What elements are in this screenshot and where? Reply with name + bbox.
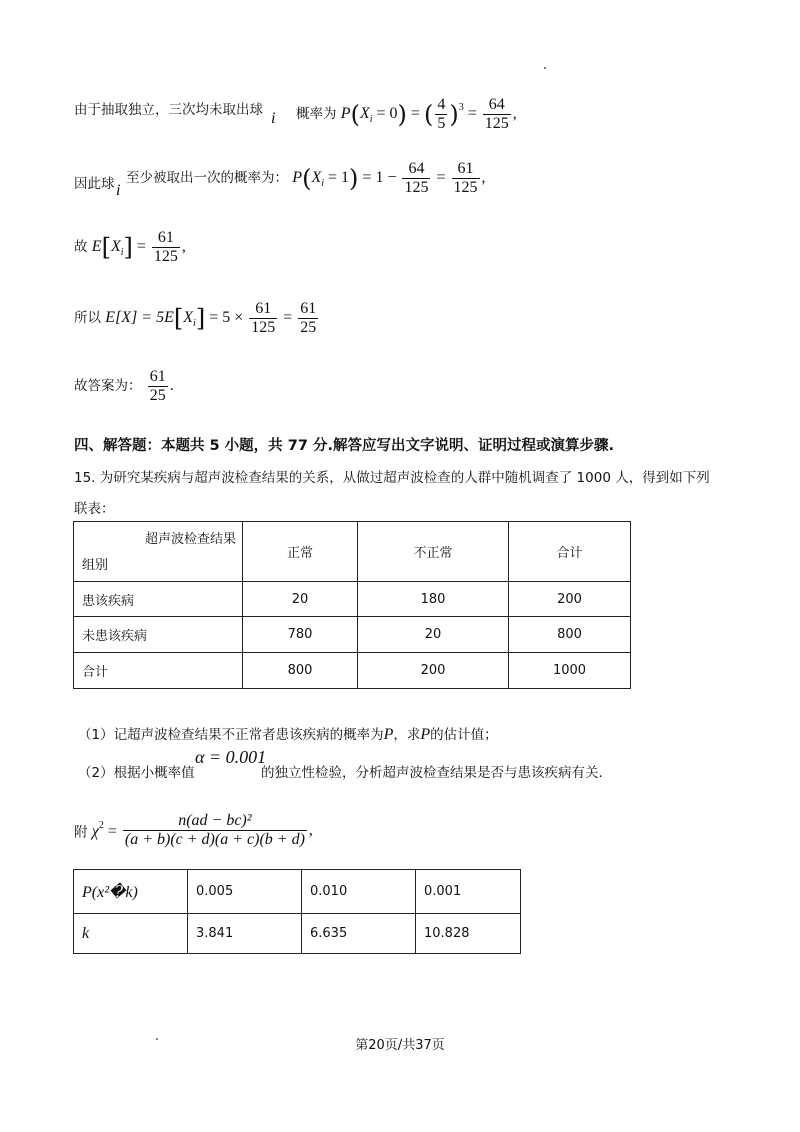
table-cell: 780 xyxy=(243,617,358,653)
table-cell: 0.005 xyxy=(188,870,302,914)
frac-64-125: $\frac{64}{125}$ xyxy=(484,96,509,132)
table-row xyxy=(74,617,631,653)
table-cell: 180 xyxy=(358,582,509,617)
scan-speck xyxy=(544,67,546,69)
line4-formula: $E[X] = 5E[X_i] = 5$ × $\frac{61}{125}$ = $\frac{61}{25}$ xyxy=(105,300,317,336)
section-heading: 四、解答题：本题共 5 小题，共 77 分.解答应写出文字说明、证明过程或演算步骤. xyxy=(74,438,614,454)
table-row xyxy=(74,653,631,689)
line5-formula: $\frac{61}{25}$ . xyxy=(149,368,174,404)
scan-speck xyxy=(156,1038,158,1040)
table-cell: 20 xyxy=(243,582,358,617)
row-label: 患该疾病 xyxy=(74,582,243,617)
header-total: 合计 xyxy=(509,522,631,582)
frac-61-125-d: $\frac{61}{125}$ xyxy=(251,300,276,336)
solution-line-4: 所以 $E[X] = 5E[X_i] = 5$ × $\frac{61}{125}$ = $\frac{61}{25}$ xyxy=(74,300,320,337)
table-cell: 800 xyxy=(243,653,358,689)
table-row xyxy=(74,914,521,954)
question-1: （1）记超声波检查结果不正常者患该疾病的概率为P，求P的估计值； xyxy=(78,726,498,743)
solution-line-1 xyxy=(74,98,263,118)
line1-i: i xyxy=(271,110,276,127)
table-cell: 3.841 xyxy=(188,914,302,954)
table-cell: 0.010 xyxy=(302,870,416,914)
line2-formula-row: 至少被取出一次的概率为： $P(X_i = 1) = 1$ − $\frac{64}{125}$ = $\frac{61}{125}$ , xyxy=(126,160,486,196)
corner-bottom-label: 组别 xyxy=(82,558,109,573)
table-corner-cell xyxy=(74,522,243,582)
question-2-suffix: 的独立性检验，分析超声波检查结果是否与患该疾病有关. xyxy=(261,765,603,781)
line3-formula: $E[X_i]$ = $\frac{61}{125}$ , xyxy=(91,229,186,265)
line1-prob-label: 概率为 xyxy=(296,106,337,123)
ref-row1-label: P(x²�k) xyxy=(74,870,188,914)
chi-square-formula: 附 $\chi^2$ = $\frac{\text{n(ad − bc)²}}{(a + b)(c + d)(a + c)(b + d)}$ , xyxy=(74,812,313,848)
corner-top-label: 超声波检查结果 xyxy=(144,532,236,547)
table-cell: 1000 xyxy=(509,653,631,689)
frac-61-125: $\frac{61}{125}$ xyxy=(453,160,478,196)
solution-line-3: 故 $E[X_i]$ = $\frac{61}{125}$ , xyxy=(74,229,186,265)
table-cell: 10.828 xyxy=(416,914,521,954)
line1-text: 由于抽取独立，三次均未取出球 xyxy=(74,102,263,118)
table-cell: 0.001 xyxy=(416,870,521,914)
table-cell: 6.635 xyxy=(302,914,416,954)
critical-value-table xyxy=(73,869,521,954)
table-cell: 200 xyxy=(509,582,631,617)
problem15-intro-line2: 联表： xyxy=(74,501,115,517)
contingency-table xyxy=(73,521,631,689)
table-header-row xyxy=(74,522,631,582)
question-2-prefix: （2）根据小概率值 xyxy=(78,765,195,781)
row-label: 未患该疾病 xyxy=(74,617,243,653)
line2-formula: $P(X_i = 1) = 1$ − $\frac{64}{125}$ = $\frac{61}{125}$ , xyxy=(292,160,486,196)
header-abnormal: 不正常 xyxy=(358,522,509,582)
frac-61-25: $\frac{61}{25}$ xyxy=(300,300,317,336)
alpha-value: α = 0.001 xyxy=(195,747,267,767)
header-normal: 正常 xyxy=(243,522,358,582)
table-cell: 200 xyxy=(358,653,509,689)
frac-64-125-b: $\frac{64}{125}$ xyxy=(404,160,429,196)
problem15-intro-line1: 15. 为研究某疾病与超声波检查结果的关系，从做过超声波检查的人群中随机调查了 1000 人，得到如下列 xyxy=(74,470,710,486)
line1-formula: $P(X_i = 0)$ = ( $\frac{4}{5}$ )$^3$ = $\frac{64}{125}$ , xyxy=(340,96,517,132)
table-row xyxy=(74,582,631,617)
chi-square-fraction: $\frac{\text{n(ad − bc)²}}{(a + b)(c + d)(a + c)(b + d)}$ xyxy=(124,812,305,848)
frac-61-25-b: $\frac{61}{25}$ xyxy=(149,368,166,404)
row-label: 合计 xyxy=(74,653,243,689)
table-cell: 20 xyxy=(358,617,509,653)
table-cell: 800 xyxy=(509,617,631,653)
table-row xyxy=(74,870,521,914)
solution-line-2: 因此球 xyxy=(74,176,115,192)
page-number: 第20页/共37页 xyxy=(355,1038,445,1053)
frac-4-5: $\frac{4}{5}$ xyxy=(437,96,446,132)
line1-prob xyxy=(296,96,517,133)
frac-61-125-c: $\frac{61}{125}$ xyxy=(153,229,178,265)
solution-line-5: 故答案为： $\frac{61}{25}$ . xyxy=(74,368,174,404)
line2-i: i xyxy=(116,182,121,199)
ref-row2-label: k xyxy=(74,914,188,954)
